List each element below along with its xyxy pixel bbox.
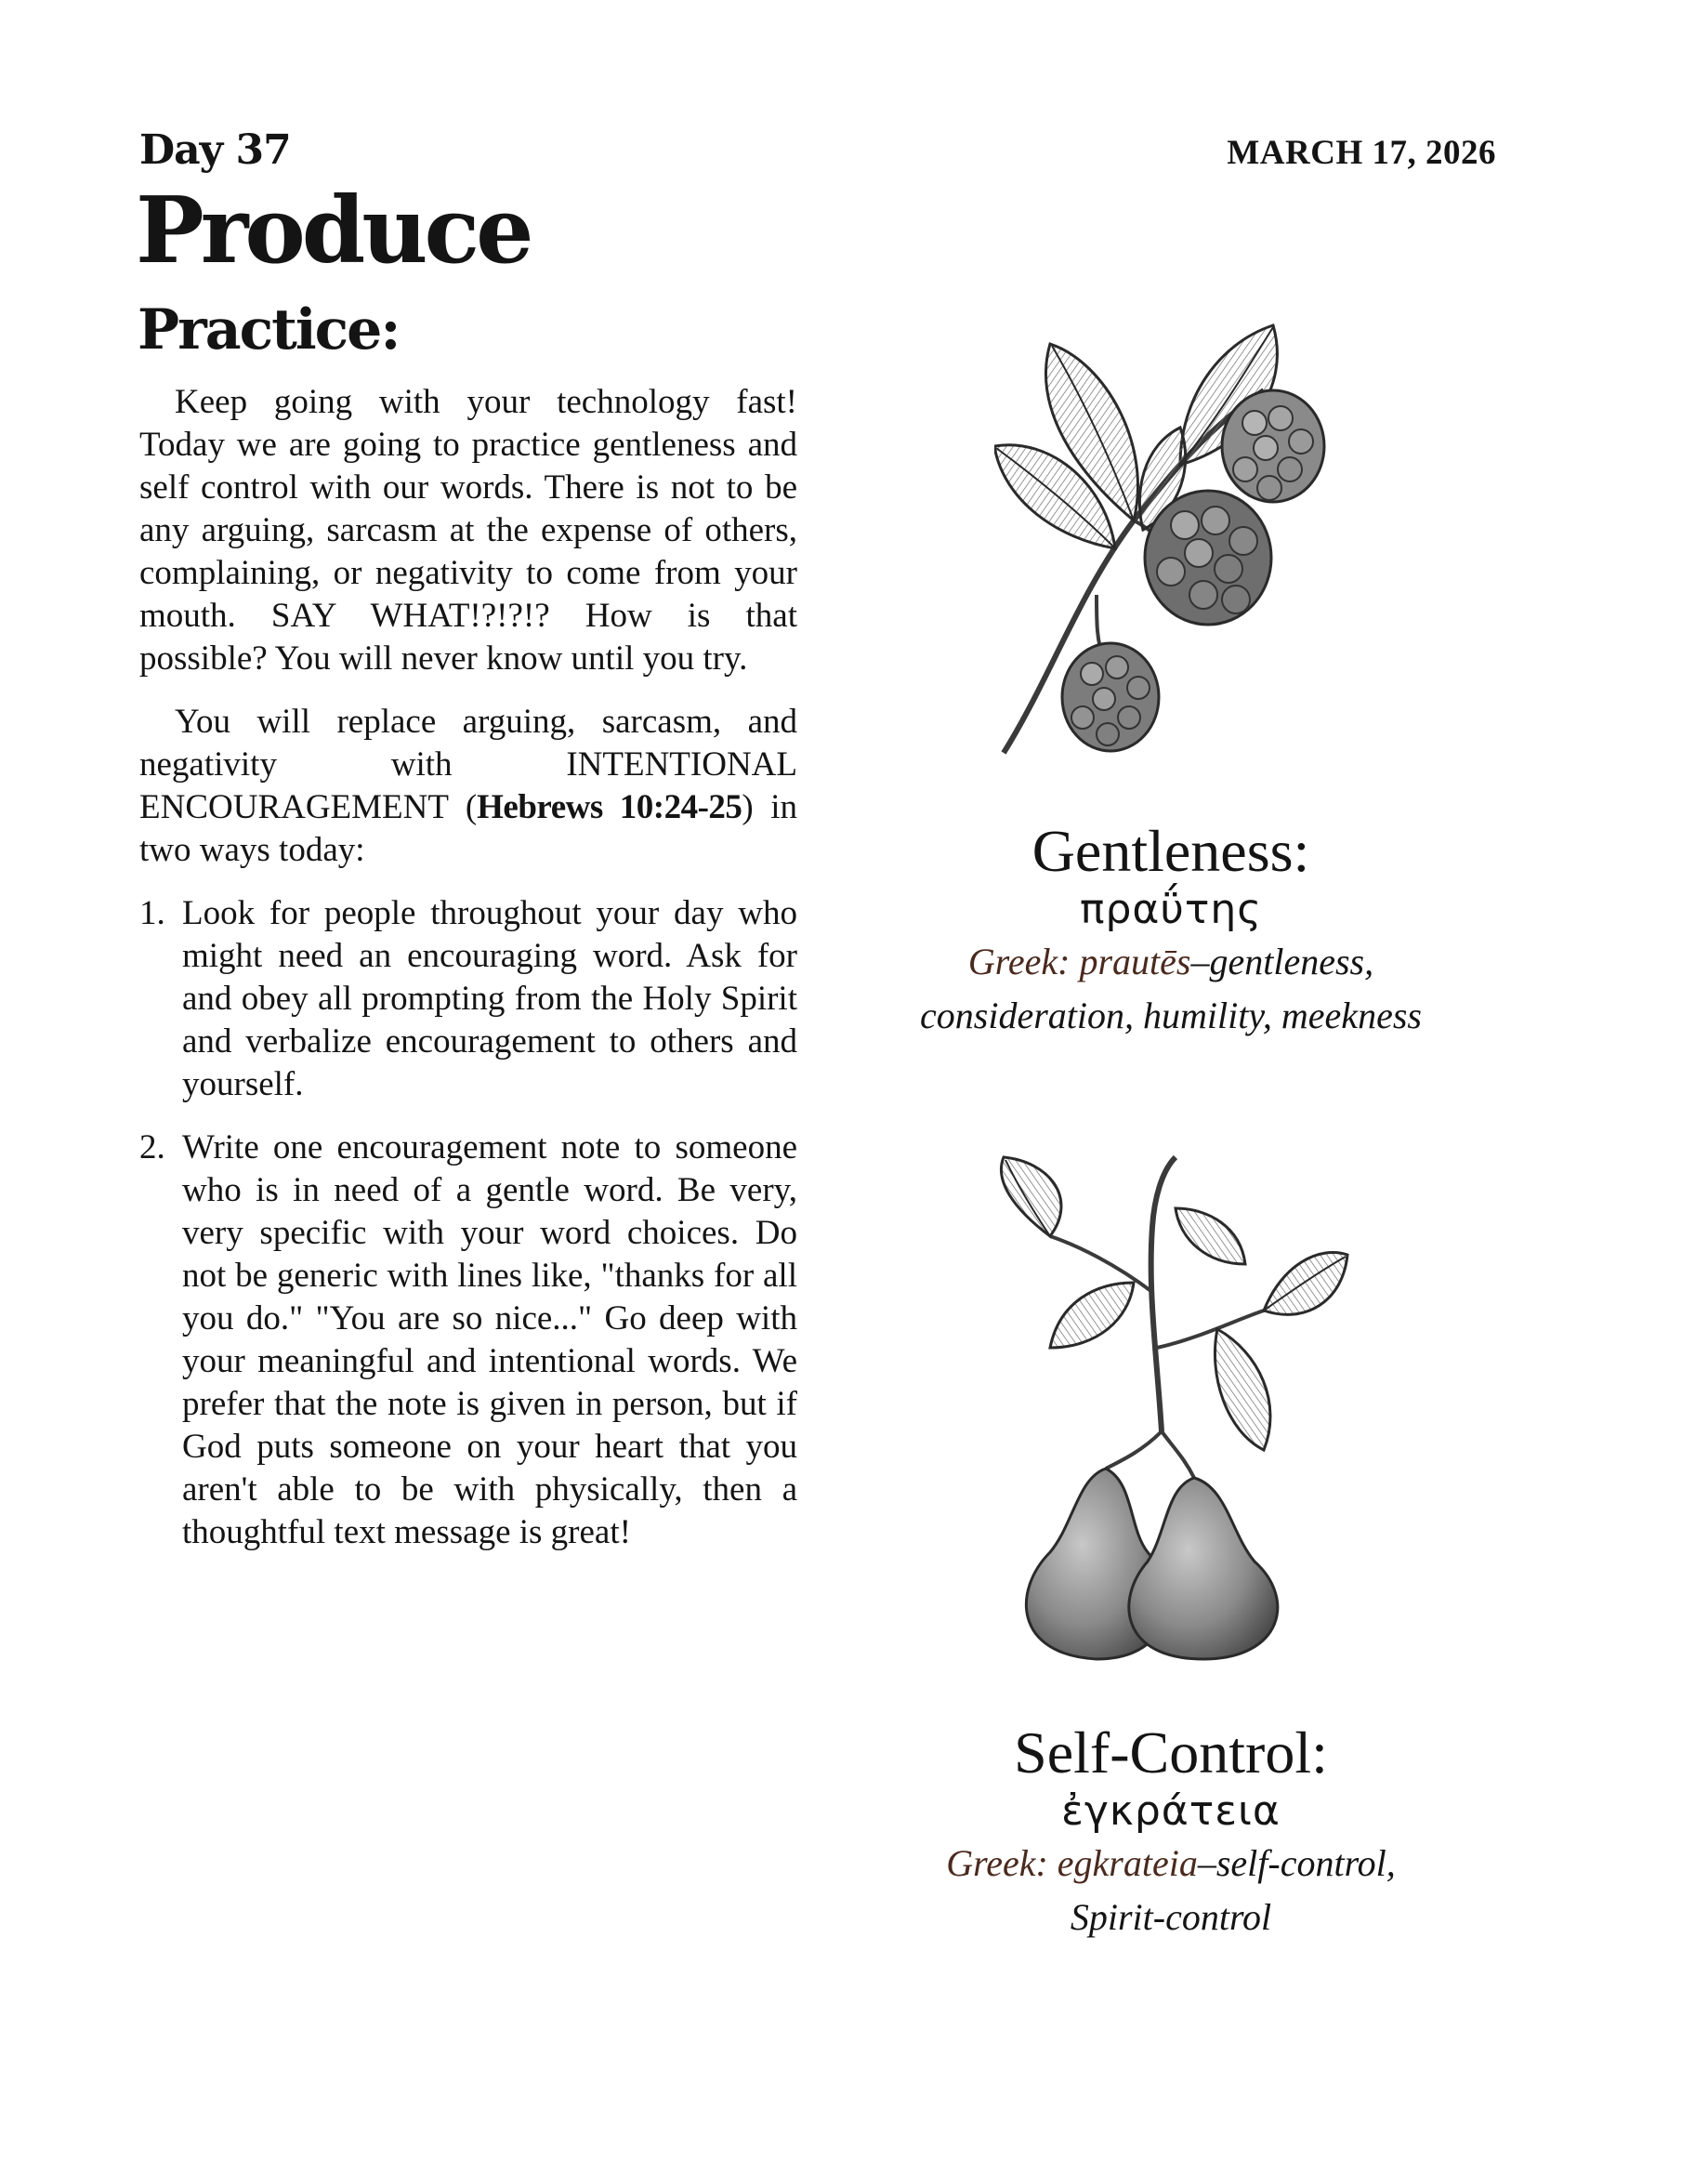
paragraph-2-after: ) in two ways today: <box>139 788 798 869</box>
day-label: Day 37 <box>139 126 291 174</box>
greek-transliteration: Greek: prautēs <box>967 941 1191 982</box>
list-item <box>139 892 797 1106</box>
greek-definition <box>874 935 1468 989</box>
paragraph-1: Keep going with your technology fast! Today we are going to practice gentleness and self control with our words. There is not to be any arguing, sarcasm at the expense of others, complaining, or negativity to come from your mouth. SAY WHAT!?!?!? How is that possible? You will never know until you try. <box>139 383 797 678</box>
leaf-icon <box>1001 1157 1061 1236</box>
list-item-text: Look for people throughout your day who might need an encouraging word. Ask for and obey all prompting from the Holy Spirit and verbalize encouragement to others and yourself. <box>182 894 797 1103</box>
raspberry-berry <box>1145 491 1271 625</box>
list-item-number: 1. <box>139 894 165 932</box>
definition-text: –gentleness, <box>1190 941 1374 982</box>
definition-line-2: consideration, humility, meekness <box>920 995 1422 1036</box>
leaf-icon <box>1050 1283 1134 1348</box>
leaf-icon <box>1264 1253 1347 1315</box>
list-item-number: 2. <box>139 1128 165 1166</box>
section-heading: Practice: <box>138 297 400 362</box>
self-control-block <box>874 1720 1468 1944</box>
page-title: Produce <box>136 178 531 284</box>
date: MARCH 17, 2026 <box>1227 134 1496 172</box>
definition-line-2: Spirit-control <box>1070 1896 1272 1938</box>
raspberry-illustration <box>994 288 1347 771</box>
leaf-icon <box>1215 1329 1270 1450</box>
raspberry-berry <box>1062 643 1159 751</box>
greek-definition <box>874 1837 1468 1891</box>
gentleness-block <box>874 818 1468 1043</box>
raspberry-berry <box>1222 390 1324 502</box>
paragraph-2-before: You will replace arguing, sarcasm, and negativity with INTENTIONAL ENCOURAGEMENT ( <box>139 703 797 826</box>
leaf-icon <box>1176 1208 1245 1264</box>
pear-illustration <box>976 1153 1366 1664</box>
fruit-name: Self-Control: <box>1014 1720 1328 1785</box>
fruit-name: Gentleness: <box>1031 818 1310 884</box>
practice-text <box>139 381 797 1575</box>
definition-text: –self-control, <box>1197 1842 1396 1884</box>
practice-list <box>139 892 797 1554</box>
greek-word: ἐγκράτεια <box>1061 1787 1281 1835</box>
greek-transliteration: Greek: egkrateia <box>946 1842 1198 1884</box>
paragraph-2 <box>139 701 797 872</box>
list-item-text: Write one encouragement note to someone who is in need of a gentle word. Be very, very specific with your word choices. Do not be generic with lines like, "thanks for all you do." "You are so nice..." Go deep with your meaningful and intentional words. We prefer that the note is given in person, but if God puts someone on your heart that you aren't able to be with physically, then a thoughtful text message is great! <box>182 1128 797 1551</box>
pear-fruit <box>1129 1478 1278 1659</box>
scripture-reference: Hebrews 10:24-25 <box>477 788 742 826</box>
list-item <box>139 1127 797 1554</box>
greek-word: πραΰτης <box>1079 886 1263 933</box>
